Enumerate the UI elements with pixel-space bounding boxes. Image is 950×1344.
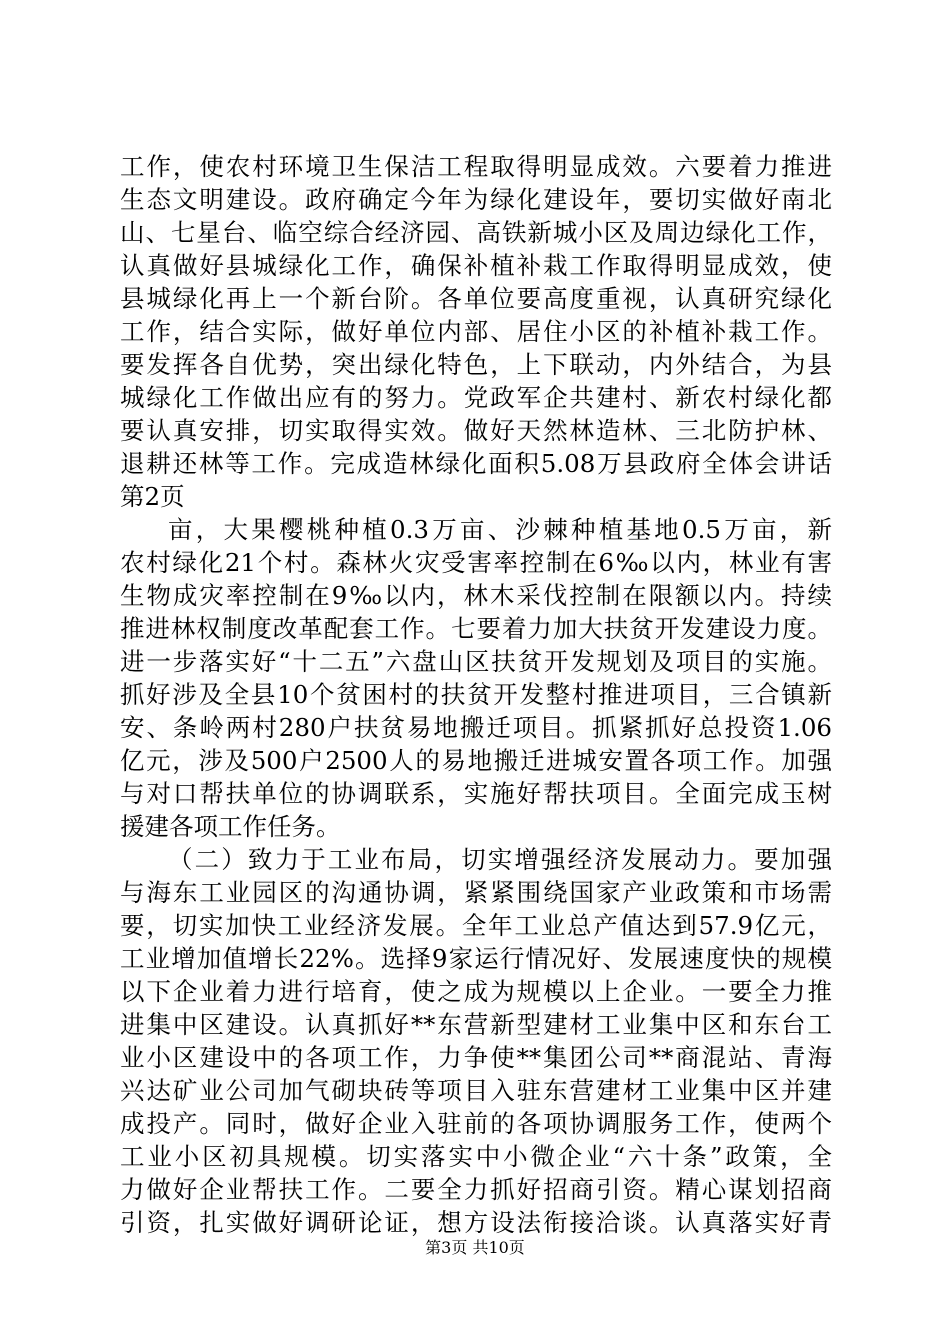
- text-line: 力做好企业帮扶工作。二要全力抓好招商引资。精心谋划招商: [120, 1175, 832, 1204]
- text-line: 要认真安排，切实取得实效。做好天然林造林、三北防护林、: [120, 416, 832, 445]
- text-line: 援建各项工作任务。: [120, 812, 341, 841]
- page-number-label: 第3页 共10页: [425, 1238, 525, 1257]
- text-line: 亩，大果樱桃种植0.3万亩、沙棘种植基地0.5万亩，新: [168, 515, 832, 544]
- text-line: 退耕还林等工作。完成造林绿化面积5.08万县政府全体会讲话: [120, 449, 832, 478]
- text-line: 生物成灾率控制在9‰以内，林木采伐控制在限额以内。持续: [120, 581, 832, 610]
- text-line: 工业小区初具规模。切实落实中小微企业“六十条”政策，全: [120, 1142, 832, 1171]
- text-line: 安、条岭两村280户扶贫易地搬迁项目。抓紧抓好总投资1.06: [120, 713, 832, 742]
- section-heading-line: （二）致力于工业布局，切实增强经济发展动力。要加强: [168, 845, 832, 874]
- text-line: 进集中区建设。认真抓好**东营新型建材工业集中区和东台工: [120, 1010, 832, 1039]
- text-line: 工作，结合实际，做好单位内部、居住小区的补植补栽工作。: [120, 317, 832, 346]
- text-line: 引资，扎实做好调研论证，想方设法衔接洽谈。认真落实好青: [120, 1208, 832, 1237]
- text-line: 工业增加值增长22%。选择9家运行情况好、发展速度快的规模: [120, 944, 832, 973]
- text-line: 推进林权制度改革配套工作。七要着力加大扶贫开发建设力度。: [120, 614, 832, 643]
- text-line: 生态文明建设。政府确定今年为绿化建设年，要切实做好南北: [120, 185, 832, 214]
- text-line: 山、七星台、临空综合经济园、高铁新城小区及周边绿化工作，: [120, 218, 832, 247]
- text-line: 工作，使农村环境卫生保洁工程取得明显成效。六要着力推进: [120, 152, 832, 181]
- page-footer: [0, 1238, 950, 1258]
- page-marker: 第2页: [120, 482, 185, 511]
- text-line: 抓好涉及全县10个贫困村的扶贫开发整村推进项目，三合镇新: [120, 680, 832, 709]
- text-line: 认真做好县城绿化工作，确保补植补栽工作取得明显成效，使: [120, 251, 832, 280]
- text-line: 业小区建设中的各项工作，力争使**集团公司**商混站、青海: [120, 1043, 832, 1072]
- text-line: 以下企业着力进行培育，使之成为规模以上企业。一要全力推: [120, 977, 832, 1006]
- text-line: 要发挥各自优势，突出绿化特色，上下联动，内外结合，为县: [120, 350, 832, 379]
- text-line: 进一步落实好“十二五”六盘山区扶贫开发规划及项目的实施。: [120, 647, 832, 676]
- text-line: 与海东工业园区的沟通协调，紧紧围绕国家产业政策和市场需: [120, 878, 832, 907]
- text-line: 成投产。同时，做好企业入驻前的各项协调服务工作，使两个: [120, 1109, 832, 1138]
- text-line: 农村绿化21个村。森林火灾受害率控制在6‰以内，林业有害: [120, 548, 832, 577]
- text-line: 县城绿化再上一个新台阶。各单位要高度重视，认真研究绿化: [120, 284, 832, 313]
- text-line: 要，切实加快工业经济发展。全年工业总产值达到57.9亿元，: [120, 911, 832, 940]
- text-line: 兴达矿业公司加气砌块砖等项目入驻东营建材工业集中区并建: [120, 1076, 832, 1105]
- text-line: 亿元，涉及500户2500人的易地搬迁进城安置各项工作。加强: [120, 746, 832, 775]
- text-line: 城绿化工作做出应有的努力。党政军企共建村、新农村绿化都: [120, 383, 832, 412]
- text-line: 与对口帮扶单位的协调联系，实施好帮扶项目。全面完成玉树: [120, 779, 832, 808]
